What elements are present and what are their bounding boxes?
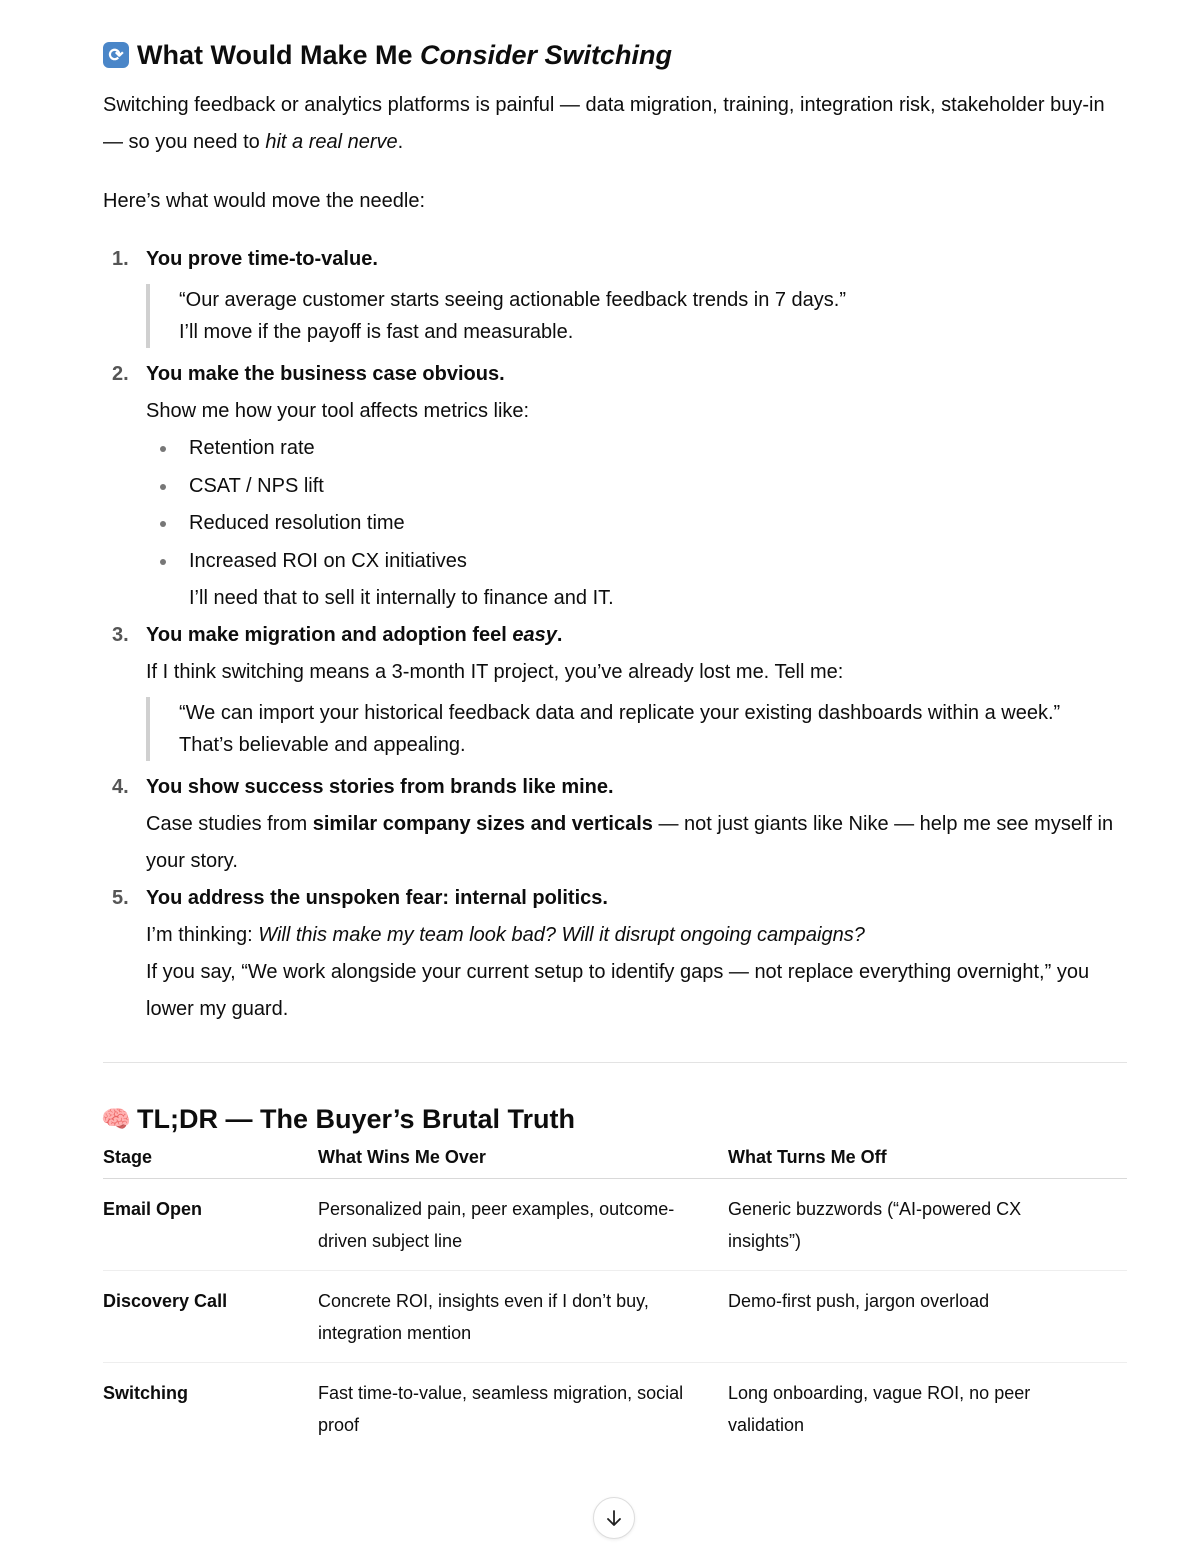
- heading-text: What Would Make Me: [137, 39, 421, 70]
- table-row: Email Open Personalized pain, peer examples, outcome-driven subject line Generic buzzwords (“AI-powered CX insights”): [103, 1179, 1127, 1271]
- blockquote: “Our average customer starts seeing actionable feedback trends in 7 days.” I’ll move if the payoff is fast and measurable.: [146, 284, 1127, 348]
- column-header: Stage: [103, 1147, 318, 1179]
- list-item: 3. You make migration and adoption feel easy. If I think switching means a 3-month IT project, you’ve already lost me. Tell me: “We can import your historical feedback data and replicate your existing dashboards within a week.” That’s believable and appealing.: [103, 617, 1127, 761]
- lead-paragraph: Here’s what would move the needle:: [103, 190, 426, 212]
- bullet-item: CSAT / NPS lift: [189, 468, 1127, 506]
- section-heading-tldr: 🧠 TL;DR — The Buyer’s Brutal Truth: [101, 1103, 576, 1134]
- table-row: Switching Fast time-to-value, seamless migration, social proof Long onboarding, vague ROI, no peer validation: [103, 1383, 1031, 1435]
- list-item: 1. You prove time-to-value. “Our average customer starts seeing actionable feedback trends in 7 days.” I’ll move if the payoff is fast and measurable.: [103, 241, 1127, 348]
- divider: [103, 1062, 1127, 1063]
- intro-paragraph: Switching feedback or analytics platforms is painful — data migration, training, integration risk, stakeholder buy-in — so you need to hit a real nerve.: [103, 94, 1105, 153]
- bullet-item: Reduced resolution time: [189, 505, 1127, 543]
- arrows-counterclockwise-icon: ⟳: [103, 42, 129, 68]
- list-item: 4. You show success stories from brands like mine. Case studies from similar company sizes and verticals — not just giants like Nike — help me see myself in your story.: [112, 776, 1114, 872]
- summary-table: [103, 1147, 1127, 1454]
- list-item: 2. You make the business case obvious. Show me how your tool affects metrics like: Retention rate CSAT / NPS lift Reduced resolution time Increased ROI on CX initiatives I’ll need that to sell it internally to finance and IT.: [103, 356, 1127, 617]
- section-heading-switching: [103, 35, 1127, 75]
- column-header: What Turns Me Off: [728, 1147, 1127, 1179]
- arrow-down-icon: [604, 1508, 624, 1528]
- scroll-to-bottom-button[interactable]: [593, 1497, 635, 1539]
- bullet-item: Increased ROI on CX initiatives: [189, 543, 1127, 581]
- column-header: What Wins Me Over: [318, 1147, 728, 1179]
- table-row: Discovery Call Concrete ROI, insights even if I don’t buy, integration mention Demo-first push, jargon overload: [103, 1271, 1127, 1363]
- list-item: 5. You address the unspoken fear: internal politics. I’m thinking: Will this make my team look bad? Will it disrupt ongoing campaigns? If you say, “We work alongside your current setup to identify gaps — not replace everything overnight,” you lower my guard.: [112, 887, 1090, 1020]
- bullet-item: Retention rate: [189, 430, 1127, 468]
- brain-icon: 🧠: [101, 1105, 131, 1133]
- message-content: [103, 0, 1127, 1454]
- blockquote: “We can import your historical feedback data and replicate your existing dashboards within a week.” That’s believable and appealing.: [146, 697, 1127, 761]
- metrics-list: [146, 430, 1127, 580]
- heading-italic: Consider Switching: [420, 39, 673, 70]
